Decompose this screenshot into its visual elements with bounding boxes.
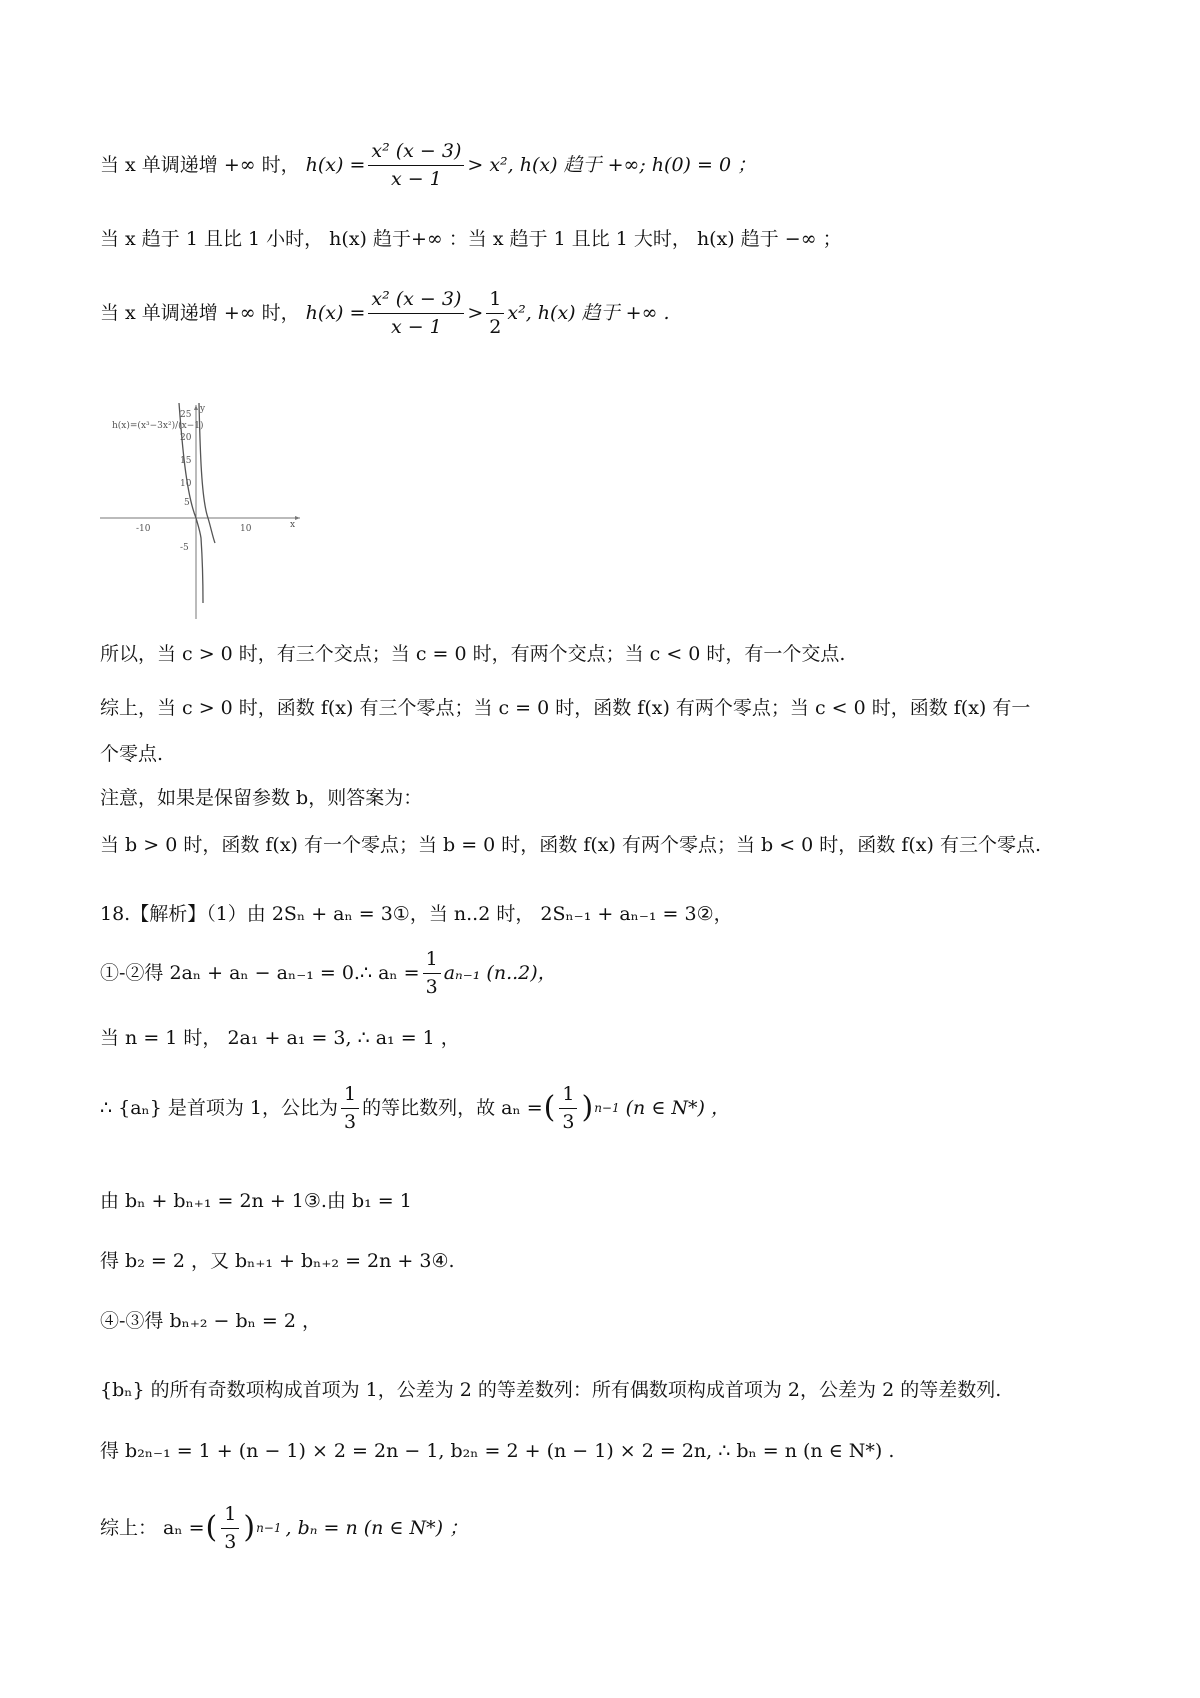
- fraction: [341, 1083, 359, 1134]
- fraction-denominator: 2: [489, 315, 502, 338]
- fraction-denominator: 3: [344, 1110, 357, 1133]
- power-base-fraction: [559, 1083, 577, 1134]
- line-18: [100, 1503, 468, 1554]
- line-8: [100, 834, 1041, 857]
- fraction-numerator: x² (x − 3): [368, 140, 464, 166]
- text: ④-③得 bₙ₊₂ − bₙ = 2 ，: [100, 1310, 321, 1332]
- fraction: [368, 140, 464, 191]
- text: 综上，当 c > 0 时，函数 f(x) 有三个零点；当 c = 0 时，函数 f(x) 有两个零点；当 c < 0 时，函数 f(x) 有一: [100, 697, 1031, 719]
- line-2: [100, 228, 842, 251]
- expr-lhs: h(x) =: [305, 153, 366, 176]
- graph-legend: h(x)=(x³−3x²)/(x−1): [112, 421, 204, 431]
- left-paren: (: [543, 1090, 556, 1126]
- text: 由 bₙ + bₙ₊₁ = 2n + 1③.由 b₁ = 1: [100, 1190, 412, 1212]
- fraction-numerator: x² (x − 3): [368, 288, 464, 314]
- curve-lower-branch: [196, 518, 203, 603]
- text-tail: x², h(x) 趋于 +∞ .: [507, 301, 670, 324]
- x-axis-label: x: [290, 520, 296, 530]
- line-9: [100, 903, 733, 926]
- fraction-denominator: 3: [224, 1530, 237, 1553]
- y-axis-label: y: [200, 404, 206, 414]
- curve-tail: [208, 518, 215, 543]
- exponent: n−1: [594, 1101, 620, 1116]
- line-1: [100, 140, 756, 191]
- text: {bₙ} 的所有奇数项构成首项为 1，公差为 2 的等差数列：所有偶数项构成首项为 2，公差为 2 的等差数列.: [100, 1379, 1002, 1401]
- h-function-graph: [100, 403, 330, 625]
- line-6: [100, 743, 163, 766]
- fraction-denominator: 3: [425, 975, 438, 998]
- line-12: [100, 1083, 730, 1134]
- y-tick-15: 15: [180, 456, 192, 466]
- power-base-fraction: [221, 1503, 239, 1554]
- text-prefix: 当 x 单调递增 +∞ 时，: [100, 153, 300, 176]
- right-paren: ): [581, 1090, 594, 1126]
- fraction: [423, 948, 441, 999]
- line-13: [100, 1190, 412, 1213]
- fraction-denominator: x − 1: [390, 315, 442, 338]
- line-5: [100, 697, 1030, 720]
- line-15: [100, 1310, 321, 1333]
- line-14: [100, 1250, 455, 1273]
- line-16: [100, 1379, 1001, 1402]
- y-tick-neg5: -5: [180, 543, 189, 553]
- fraction-numerator: 1: [423, 948, 441, 974]
- fraction-half: [486, 288, 504, 339]
- line-17: [100, 1440, 894, 1463]
- fraction-numerator: 1: [341, 1083, 359, 1109]
- text-prefix: 当 x 单调递增 +∞ 时，: [100, 301, 300, 324]
- text: 当 b > 0 时，函数 f(x) 有一个零点；当 b = 0 时，函数 f(x) 有两个零点；当 b < 0 时，函数 f(x) 有三个零点.: [100, 834, 1041, 856]
- text-tail: aₙ₋₁ (n..2)，: [443, 961, 557, 984]
- text: 当 x 趋于 1 且比 1 小时， h(x) 趋于+∞ ：当 x 趋于 1 且比 1 大时， h(x) 趋于 −∞ ；: [100, 228, 842, 250]
- text: 18.【解析】（1）由 2Sₙ + aₙ = 3①，当 n..2 时， 2Sₙ₋₁ + aₙ₋₁ = 3②，: [100, 903, 733, 925]
- text-prefix: 综上： aₙ =: [100, 1516, 205, 1539]
- line-11: [100, 1027, 460, 1050]
- fraction: [368, 288, 464, 339]
- y-tick-20: 20: [180, 433, 192, 443]
- text-gt: >: [467, 301, 484, 324]
- y-tick-10: 10: [180, 479, 192, 489]
- x-tick-10: 10: [240, 524, 252, 534]
- fraction-numerator: 1: [486, 288, 504, 314]
- expr-lhs: h(x) =: [305, 301, 366, 324]
- text: 注意，如果是保留参数 b，则答案为：: [100, 787, 423, 809]
- text: 所以，当 c > 0 时，有三个交点；当 c = 0 时，有两个交点；当 c < 0 时，有一个交点.: [100, 643, 846, 665]
- text-prefix: ∴ {aₙ} 是首项为 1，公比为: [100, 1096, 339, 1119]
- line-10: [100, 948, 557, 999]
- text-tail: (n ∈ N*) ，: [625, 1096, 730, 1119]
- text-tail: , bₙ = n (n ∈ N*) ；: [285, 1516, 469, 1539]
- fraction-numerator: 1: [221, 1503, 239, 1529]
- text-tail: > x², h(x) 趋于 +∞; h(0) = 0 ；: [467, 153, 757, 176]
- fraction-denominator: x − 1: [390, 167, 442, 190]
- line-4: [100, 643, 845, 666]
- text: 得 b₂ₙ₋₁ = 1 + (n − 1) × 2 = 2n − 1, b₂ₙ = 2 + (n − 1) × 2 = 2n, ∴ bₙ = n (n ∈ N*) .: [100, 1440, 895, 1462]
- y-axis-arrow: [194, 405, 198, 410]
- x-tick-neg10: -10: [136, 524, 151, 534]
- fraction-numerator: 1: [559, 1083, 577, 1109]
- left-paren: (: [205, 1510, 218, 1546]
- y-tick-5: 5: [184, 498, 190, 508]
- line-3: [100, 288, 670, 339]
- fraction-denominator: 3: [562, 1110, 575, 1133]
- text: 当 n = 1 时， 2a₁ + a₁ = 3, ∴ a₁ = 1 ，: [100, 1027, 460, 1049]
- exponent: n−1: [256, 1521, 282, 1536]
- right-paren: ): [243, 1510, 256, 1546]
- y-tick-25: 25: [180, 410, 192, 420]
- text-prefix: ①-②得 2aₙ + aₙ − aₙ₋₁ = 0.∴ aₙ =: [100, 961, 420, 984]
- line-7: [100, 787, 422, 810]
- text: 个零点.: [100, 743, 164, 765]
- x-axis-arrow: [295, 516, 300, 520]
- text: 得 b₂ = 2 ，又 bₙ₊₁ + bₙ₊₂ = 2n + 3④.: [100, 1250, 455, 1272]
- text-mid: 的等比数列，故 aₙ =: [362, 1096, 543, 1119]
